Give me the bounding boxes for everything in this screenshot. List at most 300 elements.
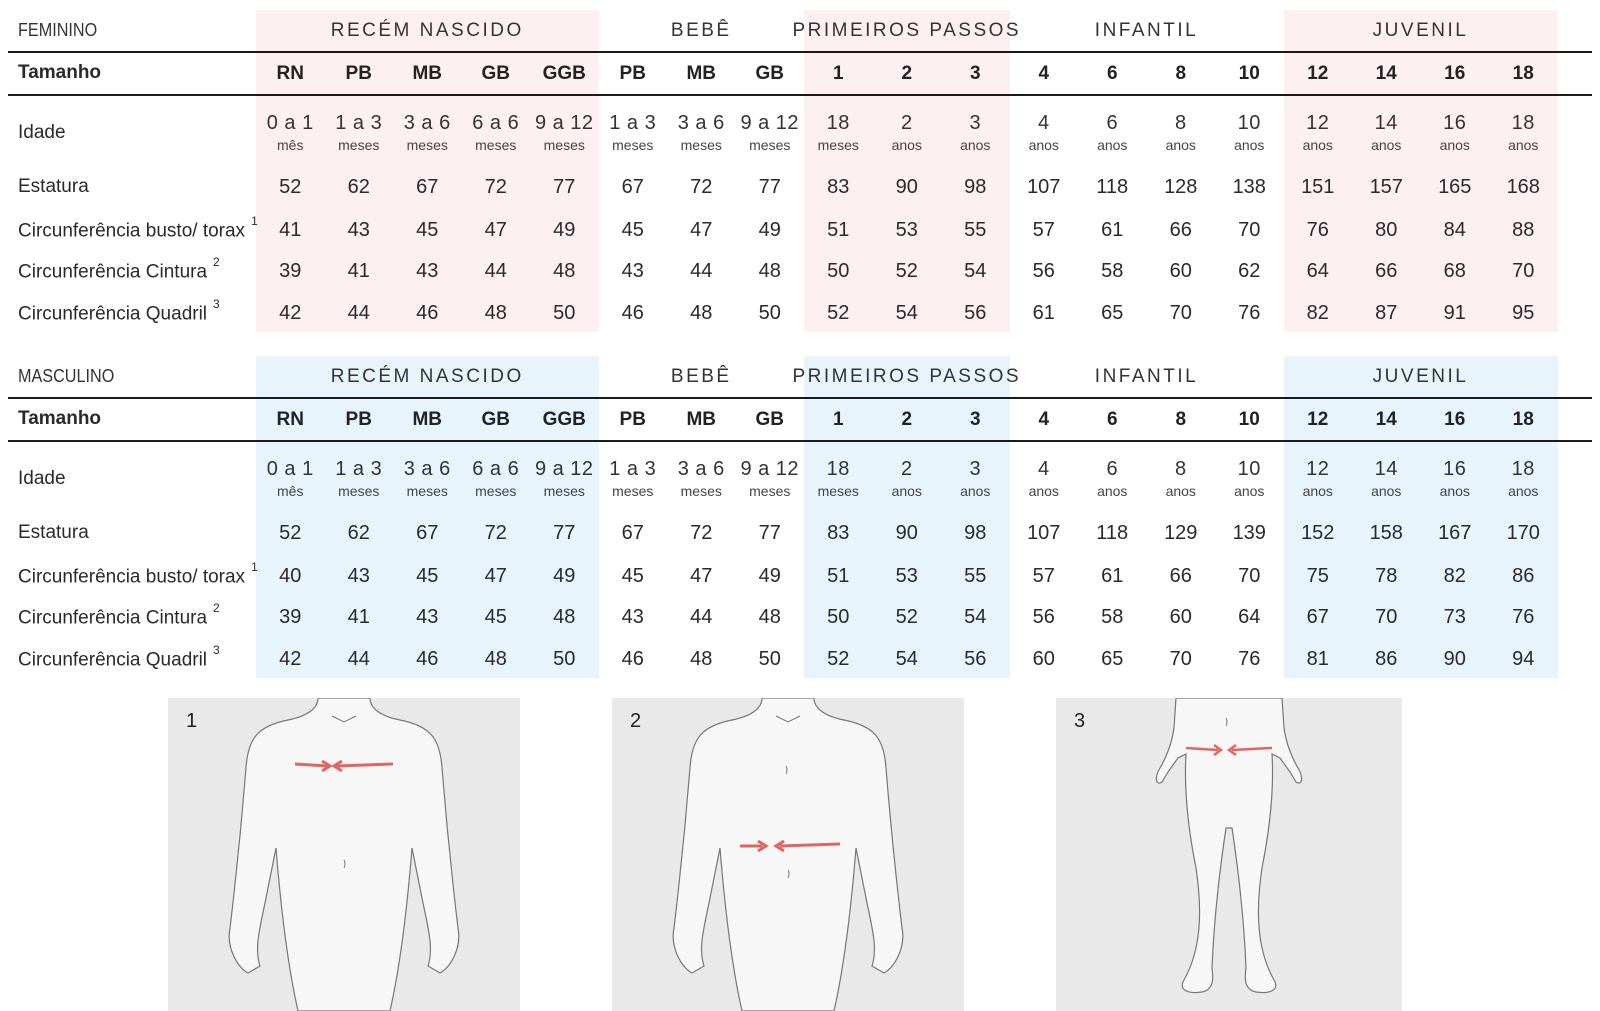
measure-cell: 51 — [827, 564, 850, 587]
age-unit: anos — [1028, 137, 1059, 154]
measure-cell: 49 — [553, 218, 576, 241]
measure-row-label — [18, 560, 258, 588]
age-cell — [1147, 108, 1216, 158]
age-unit: anos — [891, 137, 922, 154]
age-cell — [1215, 108, 1284, 158]
measure-cell: 77 — [758, 175, 781, 198]
age-value: 6 a 6 — [472, 458, 520, 481]
measure-cell: 64 — [1306, 259, 1329, 282]
age-value: 6 a 6 — [472, 112, 520, 135]
size-header-cell: 12 — [1307, 63, 1329, 84]
size-header-cell: 4 — [1038, 409, 1050, 430]
age-value: 2 — [900, 112, 913, 135]
measure-row-label — [18, 522, 89, 544]
measure-cell: 45 — [416, 218, 439, 241]
measure-cell: 62 — [347, 175, 370, 198]
age-unit: meses — [680, 483, 722, 500]
age-unit: meses — [612, 137, 654, 154]
age-value: 4 — [1037, 458, 1050, 481]
measure-cell: 66 — [1169, 218, 1192, 241]
measure-cell: 152 — [1301, 521, 1335, 544]
measure-cell: 70 — [1238, 564, 1261, 587]
measure-cell: 168 — [1506, 175, 1540, 198]
age-cell — [736, 454, 805, 504]
size-header-cell: PB — [619, 409, 646, 430]
size-header-cell: 12 — [1307, 409, 1329, 430]
age-value: 10 — [1237, 112, 1261, 135]
age-unit: anos — [1302, 137, 1333, 154]
age-unit: anos — [1234, 137, 1265, 154]
measure-cell: 50 — [827, 605, 850, 628]
age-value: 18 — [826, 458, 850, 481]
measure-cell: 80 — [1375, 218, 1398, 241]
measure-cell: 77 — [553, 175, 576, 198]
size-header-cell: 18 — [1512, 63, 1534, 84]
group-label: BEBÊ — [670, 366, 732, 387]
age-cell — [941, 108, 1010, 158]
size-header-cell: PB — [345, 63, 372, 84]
age-unit: mês — [277, 137, 304, 154]
measure-cell: 62 — [347, 521, 370, 544]
age-cell — [804, 454, 873, 504]
measure-cell: 43 — [347, 564, 370, 587]
age-value: 0 a 1 — [266, 458, 314, 481]
age-cell — [1489, 108, 1558, 158]
measure-cell: 76 — [1238, 647, 1261, 670]
measure-cell: 54 — [964, 605, 987, 628]
measure-cell: 53 — [895, 564, 918, 587]
age-value: 3 a 6 — [677, 112, 725, 135]
measure-cell: 75 — [1306, 564, 1329, 587]
measure-cell: 44 — [484, 259, 507, 282]
size-header-cell: 3 — [969, 409, 981, 430]
measure-cell: 157 — [1369, 175, 1403, 198]
figure-panel-cintura — [612, 698, 964, 1011]
measure-cell: 39 — [279, 605, 302, 628]
measure-cell: 57 — [1032, 218, 1055, 241]
age-unit: meses — [406, 137, 448, 154]
age-cell — [1489, 454, 1558, 504]
measure-cell: 82 — [1443, 564, 1466, 587]
measure-cell: 76 — [1512, 605, 1535, 628]
age-cell — [736, 108, 805, 158]
figure-reference: 3 — [213, 297, 220, 311]
age-cell — [1352, 454, 1421, 504]
group-label: JUVENIL — [1372, 366, 1469, 387]
age-value: 14 — [1374, 458, 1398, 481]
measure-cell: 52 — [827, 301, 850, 324]
size-header-cell: 14 — [1375, 63, 1397, 84]
size-header-cell: GGB — [542, 63, 586, 84]
figure-reference: 3 — [213, 643, 220, 657]
age-value: 8 — [1174, 112, 1187, 135]
measure-cell: 43 — [416, 259, 439, 282]
age-unit: anos — [1097, 137, 1128, 154]
measure-cell: 82 — [1306, 301, 1329, 324]
header-rule-top — [8, 51, 1592, 53]
age-value: 1 a 3 — [609, 458, 657, 481]
measure-cell: 45 — [621, 564, 644, 587]
size-header-cell: MB — [412, 63, 443, 84]
age-value: 4 — [1037, 112, 1050, 135]
measure-cell: 44 — [347, 301, 370, 324]
measure-cell: 77 — [553, 521, 576, 544]
age-cell — [1284, 108, 1353, 158]
measure-cell: 158 — [1369, 521, 1403, 544]
age-unit: anos — [1302, 483, 1333, 500]
age-unit: anos — [1371, 483, 1402, 500]
measure-row-label — [18, 176, 89, 198]
measure-cell: 72 — [484, 175, 507, 198]
measure-cell: 86 — [1512, 564, 1535, 587]
measure-cell: 60 — [1169, 259, 1192, 282]
size-header-cell: 1 — [832, 409, 844, 430]
age-cell — [530, 454, 599, 504]
size-header-cell: 6 — [1106, 409, 1118, 430]
measure-cell: 60 — [1169, 605, 1192, 628]
measure-cell: 70 — [1169, 301, 1192, 324]
measure-cell: 56 — [1032, 605, 1055, 628]
age-value: 3 — [969, 112, 982, 135]
measure-cell: 48 — [690, 647, 713, 670]
measure-cell: 70 — [1512, 259, 1535, 282]
measure-cell: 65 — [1101, 301, 1124, 324]
measure-cell: 48 — [484, 647, 507, 670]
age-value: 2 — [900, 458, 913, 481]
gender-label: FEMININO — [18, 20, 98, 40]
age-value: 9 a 12 — [534, 112, 594, 135]
group-label: JUVENIL — [1372, 20, 1469, 41]
measure-cell: 39 — [279, 259, 302, 282]
age-value: 10 — [1237, 458, 1261, 481]
measure-cell: 70 — [1169, 647, 1192, 670]
age-unit: meses — [749, 483, 791, 500]
measure-cell: 61 — [1101, 564, 1124, 587]
measure-cell: 62 — [1238, 259, 1261, 282]
measure-cell: 139 — [1232, 521, 1266, 544]
measure-name: Circunferência Quadril — [18, 303, 208, 325]
measure-row-label — [18, 214, 258, 242]
measure-cell: 50 — [553, 301, 576, 324]
size-header-cell: 3 — [969, 63, 981, 84]
body-figure-chest — [168, 698, 520, 1011]
measure-cell: 165 — [1438, 175, 1472, 198]
header-rule-bottom — [8, 440, 1592, 442]
measure-cell: 76 — [1238, 301, 1261, 324]
measure-cell: 77 — [758, 521, 781, 544]
size-header-cell: PB — [619, 63, 646, 84]
age-unit: anos — [1028, 483, 1059, 500]
measure-cell: 48 — [758, 605, 781, 628]
size-row-label: Tamanho — [18, 62, 102, 83]
measure-cell: 47 — [484, 564, 507, 587]
age-unit: anos — [1234, 483, 1265, 500]
measure-name: Circunferência Quadril — [18, 649, 208, 671]
header-rule-bottom — [8, 94, 1592, 96]
age-cell — [1421, 108, 1490, 158]
measure-cell: 88 — [1512, 218, 1535, 241]
measure-cell: 57 — [1032, 564, 1055, 587]
size-row-label: Tamanho — [18, 408, 102, 429]
measure-cell: 48 — [553, 605, 576, 628]
size-header-cell: RN — [276, 63, 304, 84]
measure-cell: 52 — [895, 605, 918, 628]
measure-cell: 60 — [1032, 647, 1055, 670]
size-header-cell: 1 — [832, 63, 844, 84]
measure-cell: 90 — [1443, 647, 1466, 670]
age-cell — [530, 108, 599, 158]
measure-cell: 67 — [621, 175, 644, 198]
age-row-label: Idade — [18, 122, 66, 143]
measure-cell: 45 — [484, 605, 507, 628]
measure-cell: 41 — [347, 605, 370, 628]
age-value: 3 a 6 — [677, 458, 725, 481]
size-header-cell: 2 — [901, 63, 913, 84]
size-header-cell: 14 — [1375, 409, 1397, 430]
age-unit: meses — [475, 483, 517, 500]
age-unit: anos — [1165, 137, 1196, 154]
measure-cell: 48 — [484, 301, 507, 324]
age-value: 3 — [969, 458, 982, 481]
measure-cell: 51 — [827, 218, 850, 241]
measure-cell: 66 — [1169, 564, 1192, 587]
measure-row-label — [18, 601, 220, 629]
age-cell — [1010, 454, 1079, 504]
measure-row-label — [18, 297, 220, 325]
measure-cell: 54 — [895, 301, 918, 324]
age-unit: meses — [612, 483, 654, 500]
measure-name: Circunferência Cintura — [18, 261, 208, 283]
age-cell — [393, 454, 462, 504]
age-cell — [667, 108, 736, 158]
size-header-cell: GB — [755, 409, 784, 430]
age-unit: meses — [406, 483, 448, 500]
group-label: PRIMEIROS PASSOS — [792, 20, 1022, 41]
age-unit: anos — [1439, 137, 1470, 154]
age-cell — [256, 454, 325, 504]
measure-cell: 67 — [621, 521, 644, 544]
age-cell — [599, 454, 668, 504]
measure-cell: 81 — [1306, 647, 1329, 670]
age-value: 6 — [1106, 112, 1119, 135]
age-value: 18 — [1511, 112, 1535, 135]
measure-cell: 48 — [690, 301, 713, 324]
age-cell — [462, 108, 531, 158]
age-value: 16 — [1443, 458, 1467, 481]
body-figure-waist — [612, 698, 964, 1011]
measure-cell: 70 — [1375, 605, 1398, 628]
measure-cell: 45 — [621, 218, 644, 241]
size-header-cell: GB — [755, 63, 784, 84]
size-header-cell: 10 — [1238, 409, 1260, 430]
size-header-cell: MB — [412, 409, 443, 430]
age-cell — [256, 108, 325, 158]
measure-cell: 61 — [1101, 218, 1124, 241]
measure-cell: 49 — [553, 564, 576, 587]
measure-cell: 67 — [416, 175, 439, 198]
measure-cell: 95 — [1512, 301, 1535, 324]
measure-cell: 52 — [827, 647, 850, 670]
size-header-cell: 8 — [1175, 409, 1187, 430]
age-unit: meses — [817, 137, 859, 154]
measure-cell: 72 — [690, 521, 713, 544]
figure-reference: 1 — [251, 560, 258, 574]
measure-cell: 44 — [690, 259, 713, 282]
measure-cell: 58 — [1101, 259, 1124, 282]
measure-cell: 78 — [1375, 564, 1398, 587]
measure-cell: 98 — [964, 175, 987, 198]
age-unit: mês — [277, 483, 304, 500]
measure-cell: 72 — [484, 521, 507, 544]
measure-cell: 56 — [1032, 259, 1055, 282]
age-value: 12 — [1306, 458, 1330, 481]
measure-cell: 61 — [1032, 301, 1055, 324]
age-unit: meses — [817, 483, 859, 500]
measure-cell: 151 — [1301, 175, 1335, 198]
age-unit: anos — [1439, 483, 1470, 500]
age-value: 3 a 6 — [403, 458, 451, 481]
age-value: 12 — [1306, 112, 1330, 135]
age-unit: anos — [891, 483, 922, 500]
age-cell — [1284, 454, 1353, 504]
measure-cell: 48 — [758, 259, 781, 282]
size-header-cell: 4 — [1038, 63, 1050, 84]
header-rule-top — [8, 397, 1592, 399]
measure-cell: 56 — [964, 647, 987, 670]
measure-cell: 107 — [1027, 175, 1061, 198]
age-cell — [462, 454, 531, 504]
age-unit: meses — [475, 137, 517, 154]
size-header-cell: 18 — [1512, 409, 1534, 430]
figure-reference: 2 — [213, 255, 220, 269]
age-unit: anos — [960, 137, 991, 154]
size-header-cell: 10 — [1238, 63, 1260, 84]
figure-number: 3 — [1074, 710, 1086, 732]
measure-cell: 90 — [895, 521, 918, 544]
figure-reference: 1 — [251, 214, 258, 228]
age-unit: anos — [1097, 483, 1128, 500]
measure-cell: 43 — [416, 605, 439, 628]
size-header-cell: RN — [276, 409, 304, 430]
measure-cell: 42 — [279, 301, 302, 324]
measure-name: Estatura — [18, 176, 89, 197]
measure-cell: 43 — [347, 218, 370, 241]
age-value: 9 a 12 — [740, 458, 800, 481]
measure-cell: 167 — [1438, 521, 1472, 544]
figure-reference: 2 — [213, 601, 220, 615]
age-unit: anos — [1371, 137, 1402, 154]
measure-cell: 58 — [1101, 605, 1124, 628]
size-header-cell: 16 — [1444, 409, 1466, 430]
age-value: 9 a 12 — [740, 112, 800, 135]
age-cell — [393, 108, 462, 158]
size-header-cell: 6 — [1106, 63, 1118, 84]
age-value: 3 a 6 — [403, 112, 451, 135]
age-value: 0 a 1 — [266, 112, 314, 135]
measure-name: Circunferência Cintura — [18, 607, 208, 629]
age-value: 9 a 12 — [534, 458, 594, 481]
measure-cell: 170 — [1506, 521, 1540, 544]
measure-cell: 47 — [690, 218, 713, 241]
measure-cell: 49 — [758, 564, 781, 587]
age-cell — [1215, 454, 1284, 504]
measure-cell: 55 — [964, 564, 987, 587]
measure-cell: 84 — [1443, 218, 1466, 241]
measure-cell: 83 — [827, 175, 850, 198]
size-header-cell: MB — [686, 409, 717, 430]
measure-cell: 53 — [895, 218, 918, 241]
size-header-cell: GGB — [542, 409, 586, 430]
age-unit: meses — [338, 137, 380, 154]
measure-cell: 68 — [1443, 259, 1466, 282]
size-header-cell: MB — [686, 63, 717, 84]
measure-cell: 50 — [553, 647, 576, 670]
measure-cell: 72 — [690, 175, 713, 198]
age-cell — [599, 108, 668, 158]
size-header-cell: PB — [345, 409, 372, 430]
measure-cell: 52 — [895, 259, 918, 282]
measure-cell: 138 — [1232, 175, 1266, 198]
age-unit: meses — [338, 483, 380, 500]
measure-cell: 41 — [279, 218, 302, 241]
measure-row-label — [18, 255, 220, 283]
measure-cell: 129 — [1164, 521, 1198, 544]
group-label: INFANTIL — [1094, 20, 1199, 41]
measure-cell: 43 — [621, 259, 644, 282]
age-value: 18 — [1511, 458, 1535, 481]
measure-cell: 73 — [1443, 605, 1466, 628]
age-unit: anos — [1165, 483, 1196, 500]
measure-cell: 66 — [1375, 259, 1398, 282]
measure-cell: 40 — [279, 564, 302, 587]
age-cell — [1078, 454, 1147, 504]
measure-cell: 67 — [416, 521, 439, 544]
measure-cell: 128 — [1164, 175, 1198, 198]
measure-cell: 43 — [621, 605, 644, 628]
age-unit: meses — [543, 137, 585, 154]
age-cell — [873, 454, 942, 504]
age-unit: meses — [680, 137, 722, 154]
measure-cell: 76 — [1306, 218, 1329, 241]
measure-cell: 86 — [1375, 647, 1398, 670]
measure-cell: 54 — [964, 259, 987, 282]
age-value: 1 a 3 — [609, 112, 657, 135]
group-label: PRIMEIROS PASSOS — [792, 366, 1022, 387]
size-header-cell: 8 — [1175, 63, 1187, 84]
group-label: RECÉM NASCIDO — [330, 366, 524, 387]
size-header-cell: 16 — [1444, 63, 1466, 84]
measure-cell: 47 — [690, 564, 713, 587]
measure-cell: 47 — [484, 218, 507, 241]
measure-cell: 54 — [895, 647, 918, 670]
age-cell — [1078, 108, 1147, 158]
measure-cell: 94 — [1512, 647, 1535, 670]
measure-cell: 64 — [1238, 605, 1261, 628]
age-unit: anos — [960, 483, 991, 500]
measure-cell: 50 — [758, 647, 781, 670]
age-value: 6 — [1106, 458, 1119, 481]
age-unit: meses — [749, 137, 791, 154]
measure-row-label — [18, 643, 220, 671]
age-cell — [804, 108, 873, 158]
measure-cell: 98 — [964, 521, 987, 544]
age-cell — [667, 454, 736, 504]
measure-cell: 44 — [347, 647, 370, 670]
measure-cell: 56 — [964, 301, 987, 324]
measure-cell: 45 — [416, 564, 439, 587]
measure-cell: 46 — [621, 647, 644, 670]
age-cell — [325, 454, 394, 504]
